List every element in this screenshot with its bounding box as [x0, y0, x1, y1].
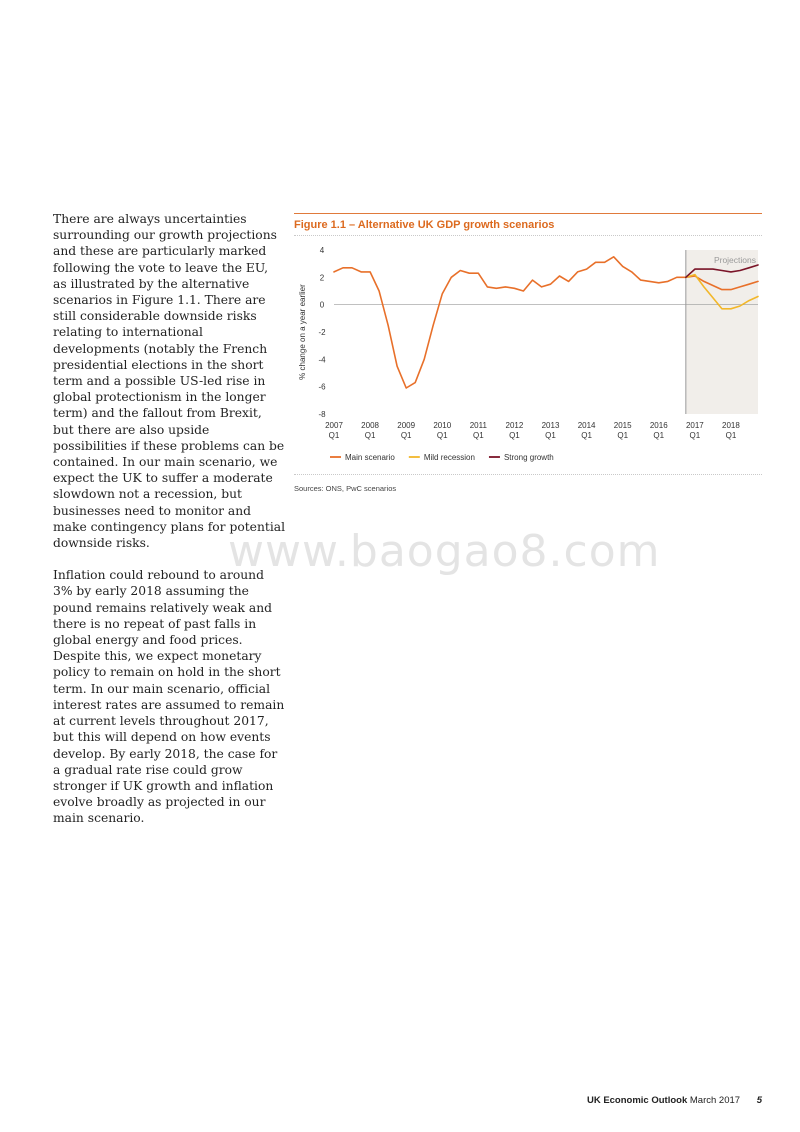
x-tick-quarter: Q1	[328, 431, 340, 440]
body-text-column	[53, 211, 285, 843]
x-tick-quarter: Q1	[509, 431, 520, 440]
y-axis-title: % change on a year earlier	[298, 284, 307, 380]
y-tick-label: 0	[319, 300, 325, 310]
y-tick-label: 4	[319, 246, 325, 255]
x-tick-quarter: Q1	[653, 431, 665, 440]
x-tick-quarter: Q1	[689, 431, 701, 440]
y-tick-label: -8	[318, 410, 326, 419]
x-tick-quarter: Q1	[436, 431, 448, 440]
x-tick-quarter: Q1	[617, 431, 629, 440]
x-tick-quarter: Q1	[725, 431, 737, 440]
figure-header	[294, 213, 762, 236]
watermark-text: www.baogao8.com	[228, 526, 661, 577]
x-tick-year: 2007	[325, 421, 343, 430]
figure-sources: Sources: ONS, PwC scenarios	[294, 474, 762, 493]
y-tick-label: 2	[319, 273, 325, 283]
x-tick-year: 2015	[613, 421, 632, 430]
x-tick-year: 2016	[649, 421, 668, 430]
x-tick-year: 2013	[541, 421, 560, 430]
gdp-growth-chart	[294, 236, 762, 472]
legend-label-mild: Mild recession	[423, 453, 475, 462]
paragraph-inflation: Inflation could rebound to around 3% by early 2018 assuming the pound remains relatively weak and there is no repeat of past falls in global energy and food prices. Despite this, we expect monetary policy to remain on hold in the short term. In our main scenario, official interest rates are assumed to remain at current levels throughout 2017, but this will depend on how events develop. By early 2018, the case for a gradual rate rise could grow stronger if UK growth and inflation evolve broadly as projected in our main scenario.	[53, 568, 285, 826]
x-tick-year: 2008	[361, 421, 379, 430]
page-footer	[587, 1095, 762, 1106]
footer-publication: UK Economic Outlook	[586, 1095, 688, 1106]
legend-label-strong: Strong growth	[503, 453, 554, 462]
x-tick-quarter: Q1	[581, 431, 592, 440]
projection-shade	[686, 250, 758, 414]
y-tick-label: -4	[318, 355, 326, 365]
x-tick-quarter: Q1	[473, 431, 484, 440]
y-tick-label: -2	[318, 328, 326, 337]
x-tick-year: 2011	[469, 421, 487, 430]
x-tick-year: 2012	[505, 421, 524, 430]
footer-date: March 2017	[689, 1095, 741, 1106]
page-number: 5	[756, 1095, 762, 1106]
x-tick-year: 2017	[685, 421, 704, 430]
x-tick-year: 2009	[397, 421, 416, 430]
x-tick-year: 2018	[722, 421, 740, 430]
x-tick-quarter: Q1	[400, 431, 412, 440]
x-tick-year: 2010	[433, 421, 452, 430]
x-tick-year: 2014	[577, 421, 596, 430]
x-tick-quarter: Q1	[364, 431, 376, 440]
legend-label-main: Main scenario	[345, 453, 395, 462]
y-tick-label: -6	[318, 382, 326, 392]
figure-title: Figure 1.1 – Alternative UK GDP growth scenarios	[294, 219, 762, 236]
paragraph-uncertainties: There are always uncertainties surrounding our growth projections and these are particularly marked following the vote to leave the EU, as illustrated by the alternative scenarios in Figure 1.1. There are still considerable downside risks relating to international developments (notably the French presidential elections in the short term and a possible US-led rise in global protectionism in the longer term) and the fallout from Brexit, but there are also upside possibilities if these problems can be contained. In our main scenario, we expect the UK to suffer a moderate slowdown not a recession, but businesses need to monitor and make contingency plans for potential downside risks.	[53, 212, 286, 551]
projection-label: Projections	[713, 255, 756, 265]
x-tick-quarter: Q1	[545, 431, 556, 440]
figure-top-rule	[294, 213, 762, 214]
